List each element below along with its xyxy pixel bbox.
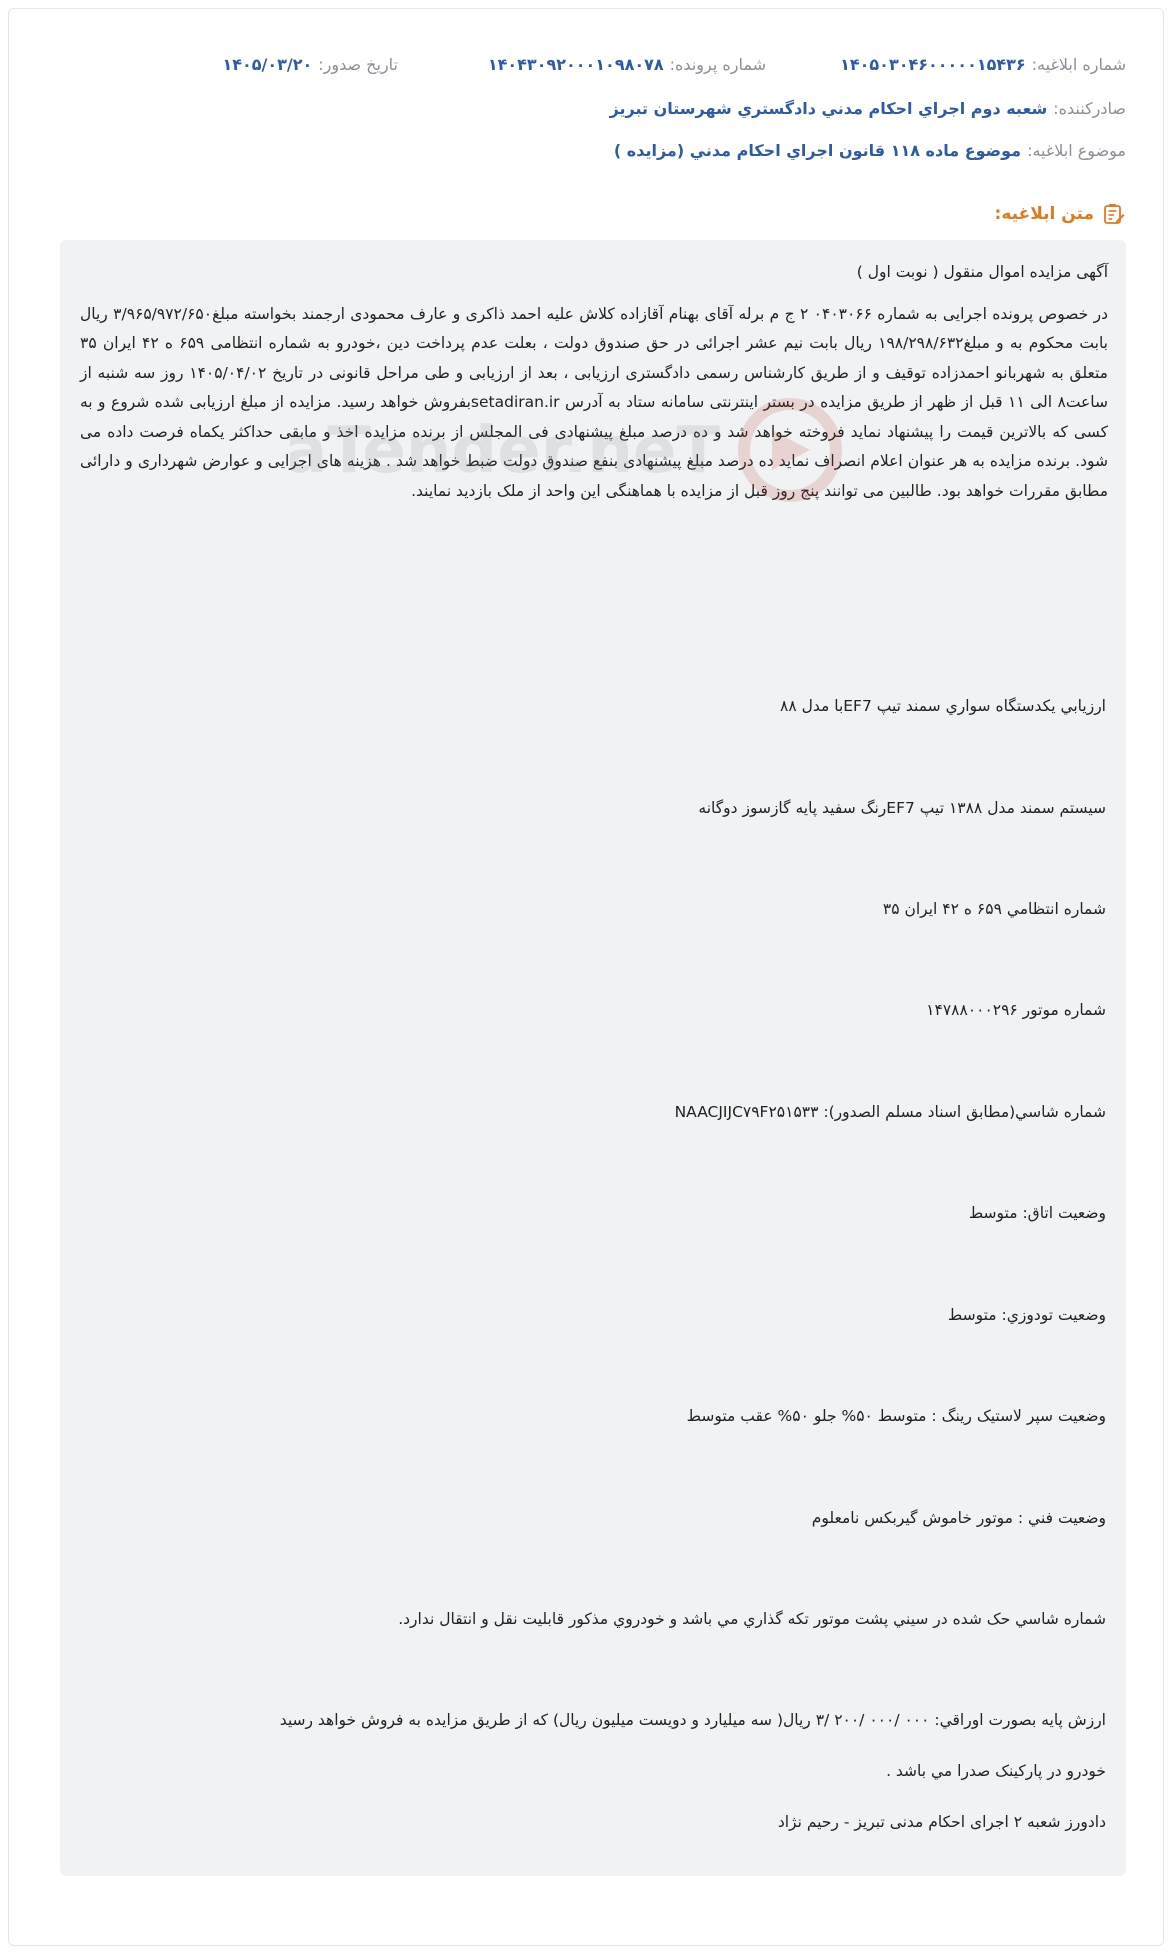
spec-line: وضعيت تودوزي: متوسط [947, 1306, 1106, 1324]
issuer-label: صادرکننده: [1053, 99, 1126, 118]
watermark-text: aTender.neT [290, 414, 720, 488]
notice-number-label: شماره ابلاغیه: [1031, 55, 1126, 74]
spec-line: شماره انتظامي ۶۵۹ ه ۴۲ ايران ۳۵ [882, 900, 1106, 918]
subject-value: موضوع ماده ۱۱۸ قانون اجراي احکام مدني (مزايده ) [613, 141, 1022, 160]
issuer-row [610, 99, 1126, 118]
issue-date [222, 55, 398, 74]
case-number-value: ۱۴۰۴۳۰۹۲۰۰۰۱۰۹۸۰۷۸ [487, 55, 664, 74]
notice-text-title: متن ابلاغیه: [994, 204, 1094, 224]
notice-number-value: ۱۴۰۵۰۳۰۴۶۰۰۰۰۰۱۵۴۳۶ [840, 55, 1026, 74]
spec-line: وضعيت سپر لاستيک رينگ : متوسط ۵۰% جلو ۵۰% عقب متوسط [686, 1407, 1106, 1425]
spec-line: وضعيت فني : موتور خاموش گيربکس نامعلوم [811, 1509, 1106, 1527]
spec-line: سيستم سمند مدل ۱۳۸۸ تيپ EF7رنگ سفيد پايه گازسوز دوگانه [698, 799, 1106, 817]
signature-line: دادورز شعبه ۲ اجرای احکام مدنی تبریز - رحیم نژاد [777, 1813, 1106, 1831]
issue-date-label: تاریخ صدور: [318, 55, 398, 74]
spec-line: خودرو در پارکينک صدرا مي باشد . [886, 1762, 1106, 1780]
notice-paragraph: در خصوص پرونده اجرایی به شماره ۰۴۰۳۰۶۶ ۲ ج م برله آقای بهنام آقازاده کلاش علیه احمد ذاکری و عارف محمودی ارجمند بخواسته مبلغ۳/۹۶۵/۹۷۲/۶۵۰ ریال بابت محکوم به و مبلغ۱۹۸/۲۹۸/۶۳۲ ریال بابت نیم عشر اجرائی در حق صندوق دولت ، بعلت عدم پرداخت دین ،خودرو به شماره انتظامی ۶۵۹ ه ۴۲ ایران ۳۵ متعلق به شهربانو احمدزاده توقیف و از طریق کارشناس رسمی دادگستری ارزیابی ، بعد از ارزیابی و طی مراحل قانونی در تاریخ ۱۴۰۵/۰۴/۰۲ روز سه شنبه از ساعت۸ الی ۱۱ قبل از ظهر از طریق مزایده در بستر اینترنتی سامانه ستاد به آدرس setadiran.irبفروش خواهد رسید. مزایده از مبلغ ارزیابی شده شروع و به کسی که بالاترین قیمت را پیشنهاد نماید فروخته خواهد شد و ده درصد مبلغ پیشنهادی فی المجلس از برنده مزایده اخذ و مابقی حداکثر یکماه فرصت داده می شود. برنده مزایده به هر عنوان اعلام انصراف نماید ده درصد مبلغ پیشنهادی بنفع صندوق دولت ضبط خواهد شد . هزینه های اجرایی و عوارض شهرداری و دارائی مطابق مقررات خواهد بود. طالبین می توانند پنج روز قبل از مزایده با هماهنگی این واحد از ملک بازدید نمایند. [80, 304, 1109, 500]
subject-row [614, 141, 1126, 160]
meta-row [48, 55, 1126, 81]
document-edit-icon [1102, 202, 1126, 226]
spec-line: وضعيت اتاق: متوسط [968, 1204, 1106, 1222]
spec-line: شماره شاسي(مطابق اسناد مسلم الصدور): NAACJIJC۷۹F۲۵۱۵۳۳ [674, 1103, 1106, 1121]
case-number-label: شماره پرونده: [669, 55, 766, 74]
notice-content [60, 240, 1126, 1876]
subject-label: موضوع ابلاغیه: [1027, 141, 1126, 160]
case-number [488, 55, 766, 74]
notice-heading: آگهی مزایده اموال منقول ( نوبت اول ) [856, 263, 1108, 281]
spec-line: شماره شاسي حک شده در سيني پشت موتور تکه گذاري مي باشد و خودروي مذکور قابليت نقل و انتقال ندارد. [398, 1610, 1106, 1628]
spec-line: ارزش پايه بصورت اوراقي: ۰۰۰ /۰۰۰ /۲۰۰ /۳ ريال( سه ميليارد و دويست ميليون ريال) که از طريق مزايده به فروش خواهد رسيد [279, 1711, 1106, 1729]
spec-line: ارزيابي يکدستگاه سواري سمند تيپ EF7با مدل ۸۸ [780, 697, 1106, 715]
issue-date-value: ۱۴۰۵/۰۳/۲۰ [222, 55, 313, 74]
issuer-value: شعبه دوم اجراي احکام مدني دادگستري شهرستان تبريز [609, 99, 1048, 118]
notice-text-header [995, 200, 1126, 228]
notice-number [840, 55, 1126, 74]
spec-line: شماره موتور ۱۴۷۸۸۰۰۰۲۹۶ [926, 1001, 1106, 1019]
